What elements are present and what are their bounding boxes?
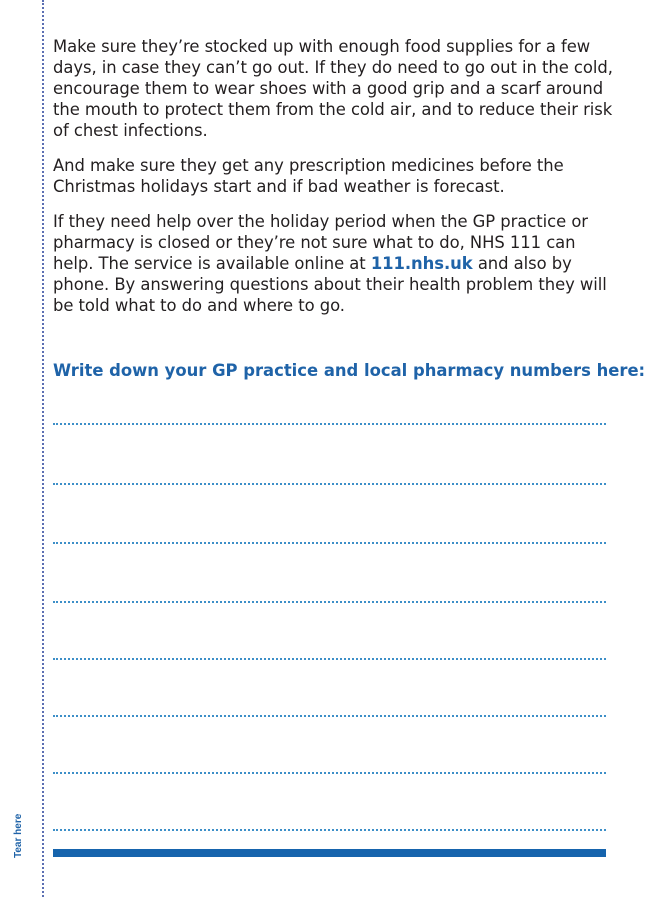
nhs-text-before-link: If they need help over the holiday period when the GP practice or pharmacy is closed or they’re not sure what to do, NHS 111 can help. The service is available online at [53,212,588,273]
write-down-heading: Write down your GP practice and local pharmacy numbers here: [53,361,646,380]
write-line[interactable] [53,483,606,485]
write-line[interactable] [53,423,606,425]
write-line[interactable] [53,542,606,544]
nhs-111-link[interactable]: 111.nhs.uk [370,254,473,273]
nhs-text-after-link: and also by phone. By answering questions about their health problem they will be told what to do and where to go. [53,254,607,315]
bottom-accent-bar [53,849,606,857]
write-line[interactable] [53,715,606,717]
write-line[interactable] [53,772,606,774]
paragraph-food-supplies: Make sure they’re stocked up with enough food supplies for a few days, in case they can’t go out. If they do need to go out in the cold, encourage them to wear shoes with a good grip and a scarf around the mouth to protect them from the cold air, and to reduce their risk of chest infections. [53,37,613,140]
write-line[interactable] [53,829,606,831]
write-line[interactable] [53,658,606,660]
tear-here-label: Tear here [13,813,24,858]
paragraph-prescriptions: And make sure they get any prescription medicines before the Christmas holidays start and if bad weather is forecast. [53,156,564,196]
write-in-area[interactable] [53,0,606,897]
tear-dotted-line [42,0,44,897]
write-line[interactable] [53,601,606,603]
